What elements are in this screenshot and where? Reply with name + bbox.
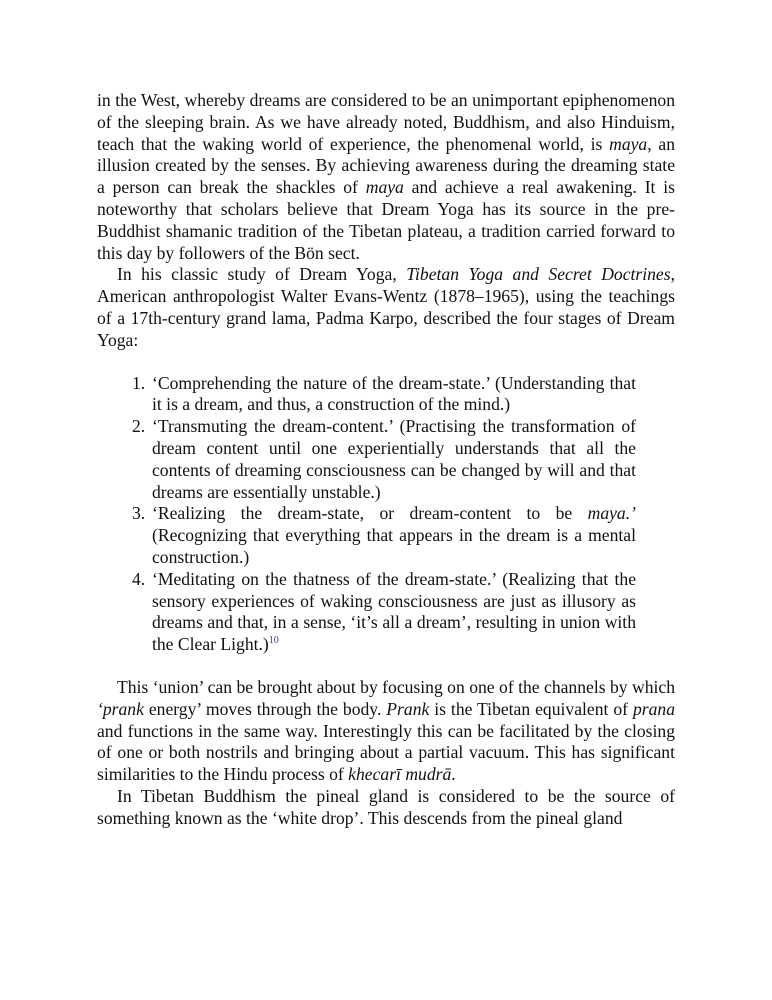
- footnote-reference[interactable]: 10: [268, 635, 279, 647]
- text-run: In his classic study of Dream Yoga,: [117, 264, 407, 285]
- body-paragraph-3: [97, 677, 675, 786]
- text-run: is the Tibetan equivalent of: [429, 698, 633, 719]
- italic-term: ‘prank: [97, 698, 144, 719]
- book-page: [97, 90, 675, 830]
- list-number: 1.: [132, 372, 146, 393]
- list-item: [132, 568, 636, 656]
- text-run: .: [451, 764, 456, 785]
- list-item: [132, 372, 636, 417]
- text-run: , American anthropologist Walter Evans-Wentz (1878–1965), using the teachings of a 17th-century grand lama, Padma Karpo, described the four stages of Dream Yoga:: [97, 264, 675, 350]
- italic-term: maya: [365, 177, 404, 198]
- italic-term: prana: [632, 698, 675, 719]
- body-paragraph-2: [97, 264, 675, 351]
- text-run: and functions in the same way. Interestingly this can be facilitated by the closing of one or both nostrils and bringing about a partial vacuum. This has significant similarities to the Hindu process of: [97, 720, 675, 785]
- text-run: energy’ moves through the body.: [143, 698, 387, 719]
- text-run: In Tibetan Buddhism the pineal gland is considered to be the source of something known as the ‘white drop’. This descends from the pineal gland: [97, 785, 675, 828]
- text-run: an illusion created by the senses. By achieving awareness during the dreaming state a person can break the shackles of: [97, 133, 675, 198]
- text-run: (Recognizing that everything that appears in the dream is a mental construction.): [152, 525, 636, 567]
- text-run: in the West, whereby dreams are considered to be an unimportant epiphenomenon of the sleeping brain. As we have already noted, Buddhism, and also Hinduism, teach that the waking world of experience, the phenomenal world, is: [97, 90, 675, 154]
- text-run: ‘Meditating on the thatness of the dream-state.’ (Realizing that the sensory experiences of waking consciousness are just as illusory as dreams and that, in a sense, ‘it’s all a dream’, resulting in union with the Clear Light.): [152, 568, 636, 655]
- list-item-text: ‘Comprehending the nature of the dream-state.’ (Understanding that it is a dream, and thus, a construction of the mind.): [152, 372, 636, 415]
- text-run: and achieve a real awakening. It is noteworthy that scholars believe that Dream Yoga has its source in the pre-Buddhist shamanic tradition of the Tibetan plateau, a tradition carried forward to this day by followers of the Bön sect.: [97, 177, 675, 263]
- italic-term: khecarī mudrā: [348, 764, 452, 785]
- body-paragraph-1: [97, 90, 675, 264]
- italic-term: Prank: [386, 698, 430, 719]
- list-number: 4.: [132, 568, 146, 589]
- text-run: ‘Realizing the dream-state, or dream-content to be: [152, 503, 588, 524]
- text-run: This ‘union’ can be brought about by focusing on one of the channels by which: [117, 676, 675, 697]
- list-number: 3.: [132, 503, 146, 524]
- italic-term: maya.’: [587, 503, 636, 524]
- list-item-text: [152, 503, 636, 568]
- list-item-text: [152, 569, 636, 656]
- italic-term: maya,: [609, 133, 652, 154]
- list-item-text: ‘Transmuting the dream-content.’ (Practising the transformation of dream content until one experientially understands that all the contents of dreaming consciousness can be changed by will and that dreams are essentially unstable.): [152, 416, 636, 502]
- dream-yoga-stages-list: [97, 373, 636, 656]
- list-number: 2.: [132, 416, 146, 437]
- list-item: [132, 416, 636, 503]
- list-item: [132, 503, 636, 568]
- body-paragraph-4: [97, 786, 675, 830]
- book-title: Tibetan Yoga and Secret Doctrines: [406, 264, 671, 285]
